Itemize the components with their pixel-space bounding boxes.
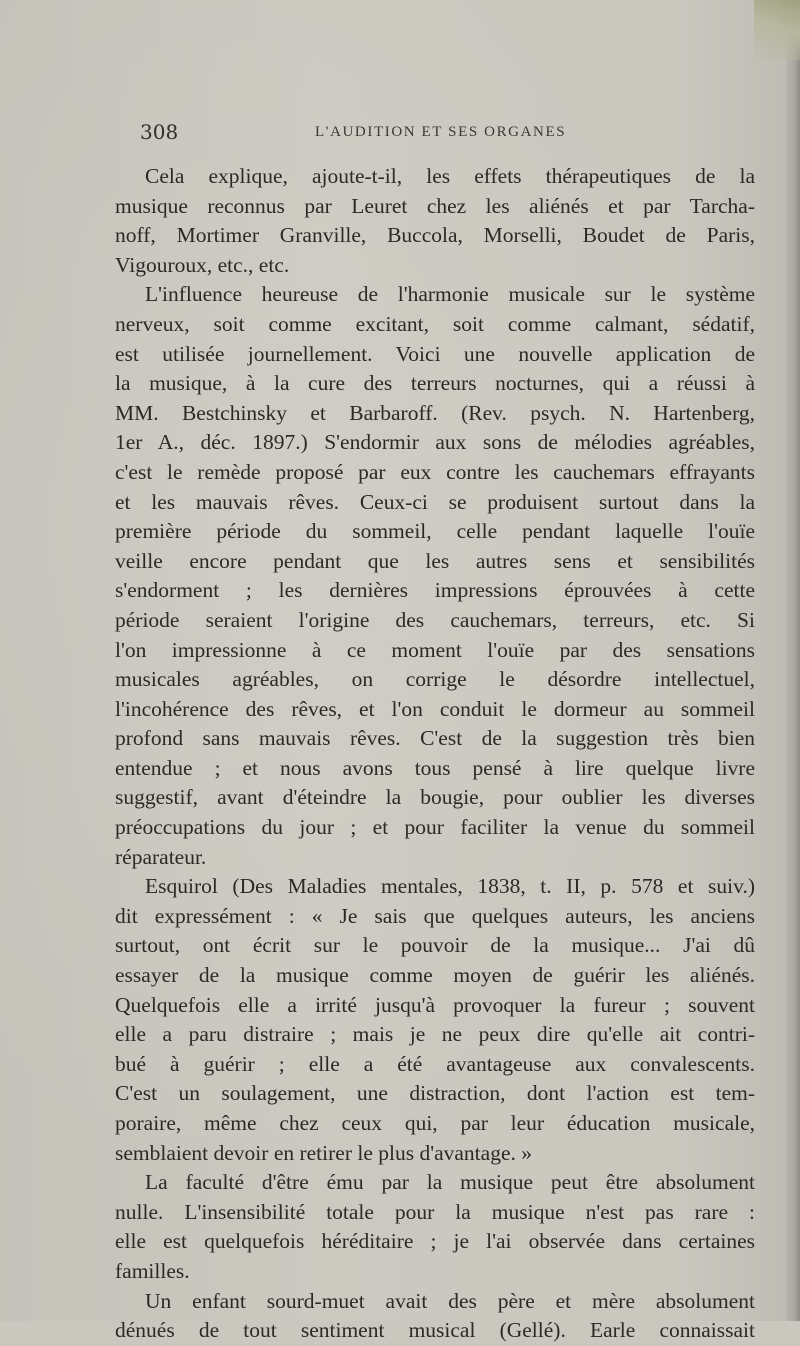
text-line: s'endorment ; les dernières impressions éprouvées à cette: [115, 578, 755, 603]
text-line: préoccupations du jour ; et pour faciliter la venue du sommeil: [115, 815, 755, 840]
text-line: musicales agréables, on corrige le désordre intellectuel,: [115, 667, 755, 692]
page-edge-shadow: [786, 0, 800, 1321]
text-line: période seraient l'origine des cauchemars, terreurs, etc. Si: [115, 607, 755, 632]
text-line: poraire, même chez ceux qui, par leur éducation musicale,: [115, 1111, 755, 1135]
page-number: 308: [140, 120, 179, 144]
text-line: Esquirol (Des Maladies mentales, 1838, t. II, p. 578 et suiv.): [145, 874, 755, 899]
text-line: Vigouroux, etc., etc.: [115, 252, 290, 277]
text-line: La faculté d'être ému par la musique peut être absolument: [145, 1170, 755, 1195]
text-line: dénués de tout sentiment musical (Gellé). Earle connaissait: [115, 1318, 755, 1343]
body-text: [115, 162, 755, 1346]
text-line: C'est un soulagement, une distraction, dont l'action est tem-: [115, 1081, 755, 1106]
text-line: suggestif, avant d'éteindre la bougie, pour oublier les diverses: [115, 785, 755, 810]
text-line: semblaient devoir en retirer le plus d'avantage. »: [115, 1140, 532, 1165]
text-line: elle a paru distraire ; mais je ne peux dire qu'elle ait contri-: [115, 1022, 755, 1047]
page-header: [140, 120, 755, 146]
text-line: nulle. L'insensibilité totale pour la musique n'est pas rare :: [115, 1199, 755, 1224]
text-line: première période du sommeil, celle pendant laquelle l'ouïe: [115, 519, 755, 544]
text-line: Un enfant sourd-muet avait des père et mère absolument: [145, 1288, 755, 1313]
text-line: bué à guérir ; elle a été avantageuse aux convalescents.: [115, 1051, 755, 1076]
text-line: essayer de la musique comme moyen de guérir les aliénés.: [115, 963, 755, 988]
text-line: dit expressément : « Je sais que quelques auteurs, les anciens: [115, 903, 755, 928]
text-line: noff, Mortimer Granville, Buccola, Morselli, Boudet de Paris,: [115, 223, 755, 248]
text-line: Cela explique, ajoute-t-il, les effets thérapeutiques de la: [145, 164, 755, 188]
text-line: l'on impressionne à ce moment l'ouïe par des sensations: [115, 637, 755, 662]
text-line: l'incohérence des rêves, et l'on conduit le dormeur au sommeil: [115, 696, 755, 721]
text-line: veille encore pendant que les autres sens et sensibilités: [115, 548, 755, 573]
text-line: L'influence heureuse de l'harmonie musicale sur le système: [145, 282, 755, 307]
text-line: profond sans mauvais rêves. C'est de la suggestion très bien: [115, 726, 755, 751]
text-line: la musique, à la cure des terreurs nocturnes, qui a réussi à: [115, 371, 755, 396]
text-line: musique reconnus par Leuret chez les aliénés et par Tarcha-: [115, 193, 755, 218]
text-line: elle est quelquefois héréditaire ; je l'ai observée dans certaines: [115, 1229, 755, 1254]
text-line: MM. Bestchinsky et Barbaroff. (Rev. psych. N. Hartenberg,: [115, 400, 755, 425]
text-line: nerveux, soit comme excitant, soit comme calmant, sédatif,: [115, 311, 755, 336]
text-line: Quelquefois elle a irrité jusqu'à provoquer la fureur ; souvent: [115, 992, 755, 1017]
running-head: L'AUDITION ET SES ORGANES: [315, 124, 567, 140]
text-line: entendue ; et nous avons tous pensé à lire quelque livre: [115, 755, 755, 780]
text-line: réparateur.: [115, 844, 207, 869]
text-line: est utilisée journellement. Voici une nouvelle application de: [115, 341, 755, 366]
text-line: familles.: [115, 1258, 190, 1283]
page-corner-stain: [754, 0, 800, 60]
text-line: surtout, ont écrit sur le pouvoir de la musique... J'ai dû: [115, 933, 755, 958]
text-line: et les mauvais rêves. Ceux-ci se produisent surtout dans la: [115, 489, 755, 514]
text-line: c'est le remède proposé par eux contre les cauchemars effrayants: [115, 459, 755, 484]
text-line: 1er A., déc. 1897.) S'endormir aux sons de mélodies agréables,: [115, 430, 755, 455]
